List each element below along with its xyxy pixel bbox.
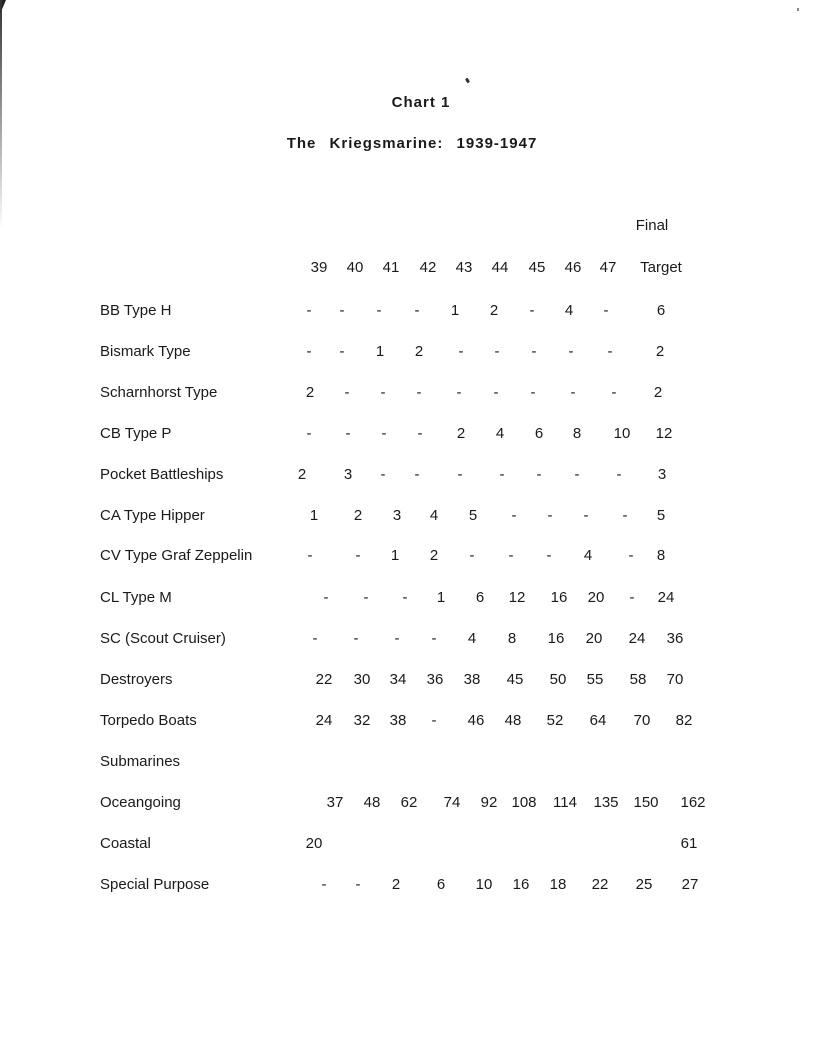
table-cell: - — [546, 547, 552, 564]
table-cell: 12 — [655, 425, 673, 442]
table-cell: 48 — [363, 794, 381, 811]
table-cell: 74 — [443, 794, 461, 811]
table-cell: 34 — [389, 671, 407, 688]
table-cell: - — [380, 384, 386, 401]
table-cell: 16 — [550, 589, 568, 606]
table-cell: - — [394, 630, 400, 647]
table-cell: - — [363, 589, 369, 606]
table-cell: 8 — [656, 547, 666, 564]
table-cell: 70 — [633, 712, 651, 729]
table-cell: 18 — [549, 876, 567, 893]
row-label: Oceangoing — [100, 794, 181, 811]
table-cell: - — [323, 589, 329, 606]
table-cell: - — [381, 425, 387, 442]
row-label: CB Type P — [100, 425, 172, 442]
table-cell: - — [629, 589, 635, 606]
chart-title: Chart 1 — [391, 94, 451, 111]
table-cell: - — [402, 589, 408, 606]
table-cell: 61 — [680, 835, 698, 852]
table-cell: 16 — [512, 876, 530, 893]
header-year: 47 — [599, 259, 617, 276]
table-cell: 1 — [390, 547, 400, 564]
table-cell: - — [536, 466, 542, 483]
table-cell: 4 — [495, 425, 505, 442]
table-cell: 4 — [467, 630, 477, 647]
table-cell: 38 — [389, 712, 407, 729]
table-cell: 3 — [657, 466, 667, 483]
table-cell: 2 — [429, 547, 439, 564]
row-label: Special Purpose — [100, 876, 210, 893]
table-cell: - — [414, 466, 420, 483]
table-cell: 32 — [353, 712, 371, 729]
table-cell: 1 — [436, 589, 446, 606]
header-year: 42 — [419, 259, 437, 276]
table-cell: 5 — [468, 507, 478, 524]
table-cell: - — [458, 343, 464, 360]
table-cell: - — [306, 302, 312, 319]
table-cell: - — [583, 507, 589, 524]
table-cell: - — [353, 630, 359, 647]
table-cell: 150 — [633, 794, 659, 811]
table-cell: 114 — [553, 794, 577, 811]
table-cell: - — [312, 630, 318, 647]
row-label: Torpedo Boats — [100, 712, 197, 729]
table-cell: - — [508, 547, 514, 564]
table-cell: 1 — [309, 507, 319, 524]
table-cell: 30 — [353, 671, 371, 688]
row-label: Pocket Battleships — [100, 466, 224, 483]
table-cell: 46 — [467, 712, 485, 729]
row-label: SC (Scout Cruiser) — [100, 630, 226, 647]
table-cell: - — [457, 466, 463, 483]
table-cell: 27 — [681, 876, 699, 893]
table-cell: 55 — [586, 671, 604, 688]
table-cell: 92 — [480, 794, 498, 811]
table-cell: 6 — [475, 589, 485, 606]
table-cell: - — [531, 343, 537, 360]
header-final-label: Final — [635, 217, 669, 234]
row-label: Bismark Type — [100, 343, 191, 360]
table-cell: 38 — [463, 671, 481, 688]
table-cell: - — [511, 507, 517, 524]
table-cell: 2 — [297, 466, 307, 483]
table-cell: - — [431, 712, 437, 729]
page-edge-shadow — [0, 0, 2, 230]
table-cell: 82 — [675, 712, 693, 729]
table-cell: 48 — [504, 712, 522, 729]
table-cell: 135 — [593, 794, 619, 811]
header-year: 43 — [455, 259, 473, 276]
table-cell: 36 — [666, 630, 684, 647]
table-cell: - — [355, 876, 361, 893]
table-cell: 64 — [589, 712, 607, 729]
table-cell: 58 — [629, 671, 647, 688]
table-cell: 8 — [507, 630, 517, 647]
table-cell: 3 — [392, 507, 402, 524]
table-cell: 25 — [635, 876, 653, 893]
table-cell: 6 — [656, 302, 666, 319]
row-label: CL Type M — [100, 589, 172, 606]
table-cell: - — [416, 384, 422, 401]
table-cell: 2 — [391, 876, 401, 893]
header-year: 41 — [382, 259, 400, 276]
table-cell: - — [570, 384, 576, 401]
table-cell: 20 — [585, 630, 603, 647]
table-cell: - — [611, 384, 617, 401]
row-label: Scharnhorst Type — [100, 384, 218, 401]
scan-speck — [465, 78, 470, 84]
table-cell: 2 — [305, 384, 315, 401]
table-cell: 2 — [655, 343, 665, 360]
table-cell: 37 — [326, 794, 344, 811]
table-cell: 24 — [315, 712, 333, 729]
table-cell: - — [321, 876, 327, 893]
table-cell: 36 — [426, 671, 444, 688]
table-cell: 52 — [546, 712, 564, 729]
table-cell: - — [499, 466, 505, 483]
table-cell: 1 — [375, 343, 385, 360]
table-cell: - — [339, 302, 345, 319]
table-cell: 4 — [583, 547, 593, 564]
table-cell: 24 — [628, 630, 646, 647]
row-label: Coastal — [100, 835, 151, 852]
table-cell: - — [307, 547, 313, 564]
table-cell: 2 — [414, 343, 424, 360]
table-cell: 20 — [587, 589, 605, 606]
table-cell: 45 — [506, 671, 524, 688]
table-cell: 4 — [429, 507, 439, 524]
table-cell: - — [547, 507, 553, 524]
table-cell: 5 — [656, 507, 666, 524]
table-cell: - — [493, 384, 499, 401]
table-cell: - — [414, 302, 420, 319]
header-target-label: Target — [640, 259, 682, 276]
table-cell: 62 — [400, 794, 418, 811]
table-cell: 16 — [547, 630, 565, 647]
row-label: Submarines — [100, 753, 181, 770]
table-cell: - — [431, 630, 437, 647]
table-cell: 2 — [653, 384, 663, 401]
table-cell: - — [529, 302, 535, 319]
table-cell: 1 — [450, 302, 460, 319]
table-cell: - — [530, 384, 536, 401]
row-label: CV Type Graf Zeppelin — [100, 547, 253, 564]
table-cell: - — [616, 466, 622, 483]
table-cell: - — [574, 466, 580, 483]
header-year: 40 — [346, 259, 364, 276]
table-cell: - — [345, 425, 351, 442]
table-cell: 50 — [549, 671, 567, 688]
table-cell: - — [306, 343, 312, 360]
table-cell: 8 — [572, 425, 582, 442]
table-cell: - — [622, 507, 628, 524]
table-cell: 2 — [489, 302, 499, 319]
table-cell: - — [306, 425, 312, 442]
table-cell: 3 — [343, 466, 353, 483]
header-year: 45 — [528, 259, 546, 276]
table-cell: - — [494, 343, 500, 360]
table-cell: 22 — [591, 876, 609, 893]
table-cell: - — [603, 302, 609, 319]
table-cell: 4 — [564, 302, 574, 319]
table-cell: 2 — [353, 507, 363, 524]
table-cell: - — [355, 547, 361, 564]
table-cell: - — [469, 547, 475, 564]
header-year: 44 — [491, 259, 509, 276]
table-cell: - — [339, 343, 345, 360]
table-cell: - — [628, 547, 634, 564]
table-cell: 2 — [456, 425, 466, 442]
table-cell: - — [568, 343, 574, 360]
table-cell: 10 — [475, 876, 493, 893]
table-cell: 22 — [315, 671, 333, 688]
table-cell: - — [380, 466, 386, 483]
table-cell: - — [376, 302, 382, 319]
table-cell: 20 — [305, 835, 323, 852]
row-label: Destroyers — [100, 671, 173, 688]
table-cell: 70 — [666, 671, 684, 688]
table-cell: - — [607, 343, 613, 360]
table-cell: 10 — [613, 425, 631, 442]
table-cell: 6 — [436, 876, 446, 893]
header-year: 46 — [564, 259, 582, 276]
table-cell: 108 — [511, 794, 537, 811]
table-cell: 24 — [657, 589, 675, 606]
table-cell: 162 — [680, 794, 706, 811]
scan-speck — [797, 8, 799, 11]
header-year: 39 — [310, 259, 328, 276]
row-label: BB Type H — [100, 302, 172, 319]
chart-subtitle: The Kriegsmarine: 1939-1947 — [286, 135, 538, 152]
row-label: CA Type Hipper — [100, 507, 205, 524]
table-cell: - — [456, 384, 462, 401]
table-cell: - — [417, 425, 423, 442]
table-cell: - — [344, 384, 350, 401]
table-cell: 12 — [508, 589, 526, 606]
table-cell: 6 — [534, 425, 544, 442]
